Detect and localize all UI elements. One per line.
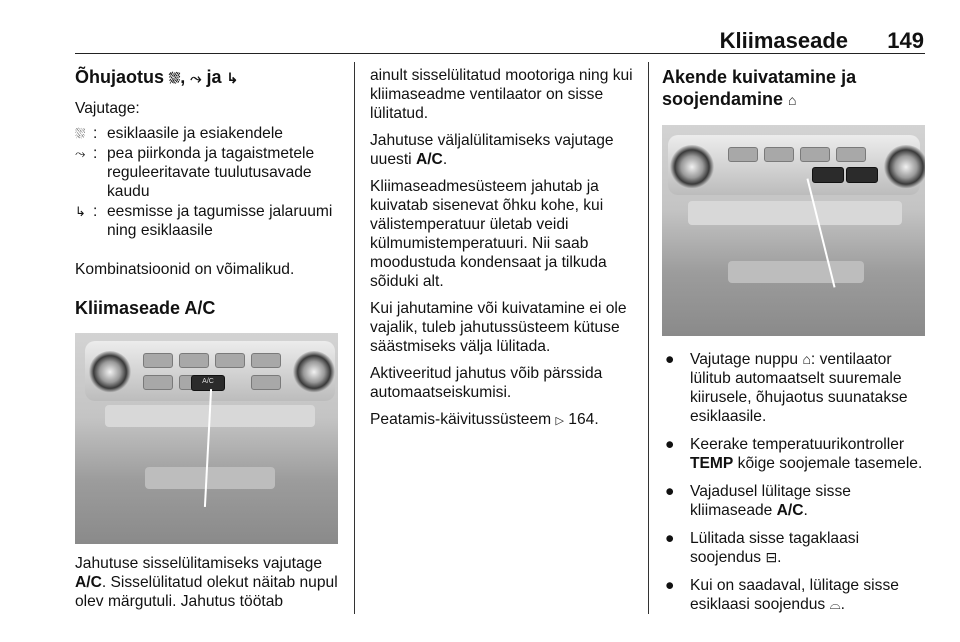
face-vent-icon: ⤳ (190, 70, 202, 86)
defrost-windshield-icon: ⛆ (75, 126, 86, 141)
panel-button (728, 147, 758, 162)
footwell-icon: ↳ (226, 70, 239, 86)
ac-panel-photo (75, 333, 338, 544)
right-knob (884, 145, 925, 189)
list-item: ● Lülitada sisse tagaklaasi soojendus ⊟. (665, 530, 860, 566)
front-defrost-icon: ⌂ (788, 92, 797, 108)
lower-controls (728, 261, 864, 283)
header-rule (75, 53, 925, 54)
page-header-title: Kliimaseade (719, 28, 848, 53)
ac-on-paragraph: Jahutuse sisselülitamiseks vajutage A/C. Sisselülitatud olekut näitab nupul olev märgutuli. Jahutus töötab (75, 555, 338, 610)
column-divider-1 (354, 62, 355, 614)
footwell-icon: ↳ (75, 204, 86, 219)
panel-button (143, 375, 173, 390)
panel-button (836, 147, 866, 162)
lower-controls (145, 467, 275, 489)
defrost-heading: Akende kuivatamine ja soojendamine ⌂ (662, 67, 857, 109)
panel-button (179, 353, 209, 368)
face-vent-icon: ⤳ (75, 146, 86, 161)
panel-button (251, 353, 281, 368)
panel-button (800, 147, 830, 162)
right-column (662, 66, 924, 623)
paragraph: Aktiveeritud jahutus võib pärssida automaatseiskumisi. (370, 365, 603, 401)
page-reference[interactable]: 164 (568, 411, 595, 428)
intro-text: Vajutage: (75, 100, 140, 117)
steps-list (662, 350, 924, 614)
paragraph: Kui jahutamine või kuivatamine ei ole vajalik, tuleb jahutussüsteem kütuse säästmiseks välja lülitada. (370, 300, 627, 355)
option-list (75, 124, 345, 240)
defrost-button (812, 167, 844, 183)
option-item: ⛆ : esiklaasile ja esiakendele (75, 125, 283, 142)
rear-defrost-button (846, 167, 878, 183)
right-knob (293, 351, 335, 393)
air-distribution-heading: Õhujaotus ⛆, ⤳ ja ↳ (75, 67, 239, 87)
paragraph: ainult sisselülitatud mootoriga ning kui kliimaseadme ventilaator on sisse lülitatud. (370, 67, 633, 122)
middle-column (370, 66, 638, 439)
option-item: ↳ : eesmisse ja tagumisse jalaruumi ning esiklaasile (75, 203, 333, 239)
combination-note: Kombinatsioonid on võimalikud. (75, 261, 295, 278)
ac-button: A/C (191, 375, 225, 391)
page-number: 149 (887, 28, 924, 53)
column-divider-2 (648, 62, 649, 614)
list-item: ● Keerake temperatuurikontroller TEMP kõige soojemale tasemele. (665, 436, 923, 472)
panel-button (215, 353, 245, 368)
paragraph: Jahutuse väljalülitamiseks vajutage uuesti A/C. (370, 132, 614, 168)
list-item: ● Kui on saadaval, lülitage sisse esiklaasi soojendus ⌓. (665, 577, 899, 613)
option-item: ⤳ : pea piirkonda ja tagaistmetele reguleeritavate tuulutusavade kaudu (75, 145, 315, 200)
left-knob (89, 351, 131, 393)
heated-windshield-icon: ⌓ (829, 596, 841, 612)
front-defrost-icon: ⌂ (802, 351, 811, 367)
lower-panel (688, 201, 902, 225)
ref-arrow-icon: ▷ (555, 415, 564, 427)
panel-button (251, 375, 281, 390)
paragraph: Kliimaseadmesüsteem jahutab ja kuivatab sisenevat õhku kohe, kui välistemperatuur ületab veidi külmumistemperatuuri. Nii saab moodustuda kondensaat ja tilkuda sõiduki alt. (370, 178, 607, 290)
paragraph: Peatamis-käivitussüsteem ▷ 164. (370, 410, 638, 431)
defrost-panel-photo (662, 125, 925, 336)
left-column (75, 66, 345, 619)
defrost-windshield-icon: ⛆ (169, 70, 181, 86)
panel-button (764, 147, 794, 162)
list-item: ● Vajutage nuppu ⌂: ventilaator lülitub automaatselt suuremale kiirusele, õhujaotus suunatakse esiklaasile. (665, 351, 908, 425)
left-knob (670, 145, 714, 189)
panel-button (143, 353, 173, 368)
rear-defrost-icon: ⊟ (765, 549, 778, 565)
ac-heading: Kliimaseade A/C (75, 298, 216, 318)
list-item: ● Vajadusel lülitage sisse kliimaseade A/C. (665, 483, 851, 519)
